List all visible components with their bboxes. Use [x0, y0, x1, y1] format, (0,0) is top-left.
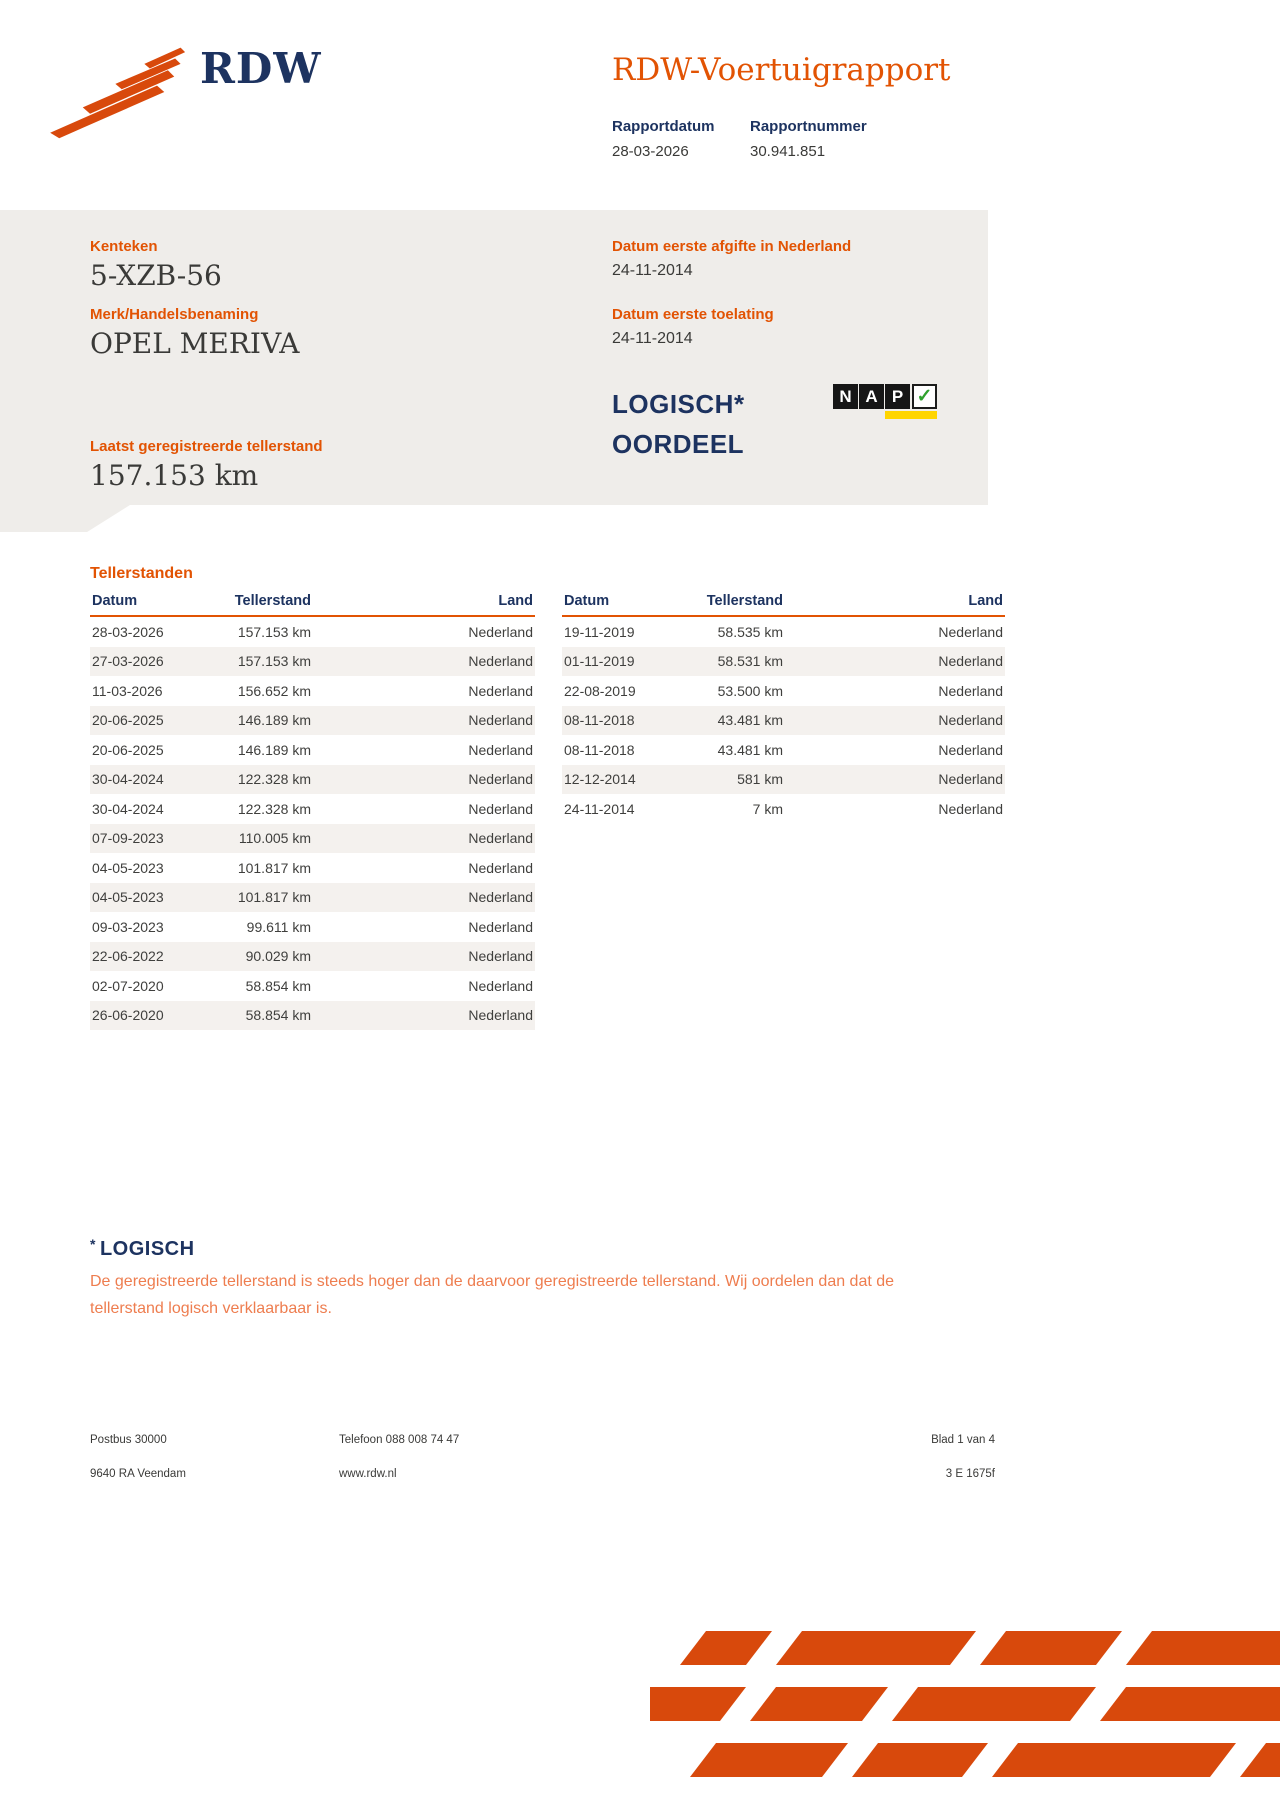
footer-phone: Telefoon 088 008 74 47	[339, 1434, 460, 1446]
nap-yellow-bar	[885, 411, 937, 419]
nap-letter-p: P	[885, 384, 910, 409]
cell-land: Nederland	[938, 712, 1003, 729]
column-header-datum: Datum	[92, 593, 138, 609]
report-date-value: 28-03-2026	[612, 143, 689, 160]
cell-tellerstand: 122.328 km	[237, 800, 311, 817]
table-row	[90, 735, 535, 765]
cell-datum: 11-03-2026	[92, 682, 163, 699]
cell-tellerstand: 101.817 km	[237, 859, 311, 876]
cell-land: Nederland	[468, 889, 533, 906]
cell-land: Nederland	[468, 948, 533, 965]
report-date-label: Rapportdatum	[612, 118, 715, 135]
cell-land: Nederland	[468, 859, 533, 876]
table-body	[90, 617, 535, 1030]
kenteken-label: Kenteken	[90, 238, 158, 255]
cell-tellerstand: 99.611 km	[246, 918, 311, 935]
cell-tellerstand: 157.153 km	[237, 653, 311, 670]
asterisk: *	[90, 1236, 96, 1252]
cell-datum: 22-06-2022	[92, 948, 164, 965]
nap-checkmark-icon: ✓	[912, 384, 937, 409]
rdw-logo-icon	[50, 44, 188, 140]
cell-land: Nederland	[938, 623, 1003, 640]
cell-land: Nederland	[468, 741, 533, 758]
table-header-row	[90, 593, 535, 617]
cell-tellerstand: 58.854 km	[245, 1007, 311, 1024]
table-row	[90, 765, 535, 795]
cell-tellerstand: 581 km	[737, 771, 783, 788]
table-row	[562, 794, 1005, 824]
cell-tellerstand: 43.481 km	[717, 741, 783, 758]
kenteken-value: 5-XZB-56	[90, 259, 222, 292]
cell-tellerstand: 157.153 km	[237, 623, 311, 640]
merk-label: Merk/Handelsbenaming	[90, 306, 259, 323]
cell-datum: 12-12-2014	[564, 771, 636, 788]
cell-datum: 19-11-2019	[564, 623, 635, 640]
bottom-stripes-decoration	[650, 1625, 1280, 1805]
page-title: RDW-Voertuigrapport	[612, 52, 951, 88]
table-body	[562, 617, 1005, 824]
tellerstanden-table-right	[562, 593, 1005, 824]
tellerstanden-table-left	[90, 593, 535, 1030]
table-row	[90, 912, 535, 942]
cell-land: Nederland	[468, 653, 533, 670]
nap-letter-n: N	[833, 384, 858, 409]
footer-form-code: 3 E 1675f	[945, 1468, 995, 1480]
footer-page-number: Blad 1 van 4	[931, 1434, 995, 1446]
cell-tellerstand: 110.005 km	[238, 830, 311, 847]
footer-address-line2: 9640 RA Veendam	[90, 1468, 186, 1480]
merk-value: OPEL MERIVA	[90, 327, 300, 360]
cell-tellerstand: 146.189 km	[237, 741, 311, 758]
cell-land: Nederland	[938, 800, 1003, 817]
tellerstanden-heading: Tellerstanden	[90, 565, 193, 582]
cell-tellerstand: 53.500 km	[717, 682, 783, 699]
cell-tellerstand: 90.029 km	[245, 948, 311, 965]
column-header-land: Land	[968, 593, 1003, 609]
cell-datum: 01-11-2019	[564, 653, 635, 670]
logisch-explanation-text: De geregistreerde tellerstand is steeds hoger dan de daarvoor geregistreerde tellerstand. Wij oordelen dan dat de tellerstand logisch verklaarbaar is.	[90, 1273, 895, 1317]
cell-land: Nederland	[938, 741, 1003, 758]
cell-tellerstand: 101.817 km	[237, 889, 311, 906]
cell-land: Nederland	[938, 653, 1003, 670]
cell-datum: 02-07-2020	[92, 977, 164, 994]
report-number-value: 30.941.851	[750, 143, 826, 160]
column-header-tellerstand: Tellerstand	[234, 593, 311, 609]
cell-datum: 07-09-2023	[92, 830, 164, 847]
cell-datum: 09-03-2023	[92, 918, 164, 935]
table-row	[90, 883, 535, 913]
cell-datum: 04-05-2023	[92, 859, 164, 876]
cell-land: Nederland	[468, 771, 533, 788]
cell-land: Nederland	[468, 1007, 533, 1024]
table-row	[90, 1001, 535, 1031]
table-row	[90, 853, 535, 883]
cell-land: Nederland	[468, 800, 533, 817]
footer-address-line1: Postbus 30000	[90, 1434, 167, 1446]
cell-land: Nederland	[938, 771, 1003, 788]
column-header-tellerstand: Tellerstand	[706, 593, 783, 609]
cell-datum: 20-06-2025	[92, 741, 164, 758]
eerste-toelating-label: Datum eerste toelating	[612, 306, 774, 323]
table-row	[562, 647, 1005, 677]
cell-land: Nederland	[468, 712, 533, 729]
rdw-logo-text: RDW	[200, 44, 322, 93]
cell-datum: 26-06-2020	[92, 1007, 164, 1024]
cell-land: Nederland	[468, 977, 533, 994]
cell-tellerstand: 43.481 km	[717, 712, 783, 729]
column-header-datum: Datum	[564, 593, 610, 609]
table-row	[90, 971, 535, 1001]
cell-datum: 08-11-2018	[564, 712, 635, 729]
cell-datum: 30-04-2024	[92, 771, 164, 788]
table-row	[562, 706, 1005, 736]
nap-logo	[833, 384, 939, 422]
table-row	[90, 824, 535, 854]
footer-website-link: www.rdw.nl	[339, 1468, 397, 1480]
cell-land: Nederland	[468, 682, 533, 699]
cell-tellerstand: 58.531 km	[717, 653, 783, 670]
cell-datum: 24-11-2014	[564, 800, 635, 817]
cell-datum: 22-08-2019	[564, 682, 636, 699]
laatste-tellerstand-label: Laatst geregistreerde tellerstand	[90, 438, 323, 455]
laatste-tellerstand-value: 157.153 km	[90, 459, 259, 492]
cell-tellerstand: 58.535 km	[717, 623, 783, 640]
cell-datum: 27-03-2026	[92, 653, 164, 670]
cell-tellerstand: 156.652 km	[237, 682, 311, 699]
table-row	[90, 647, 535, 677]
cell-datum: 08-11-2018	[564, 741, 635, 758]
table-row	[562, 676, 1005, 706]
oordeel-text	[612, 384, 745, 464]
column-header-land: Land	[498, 593, 533, 609]
cell-tellerstand: 146.189 km	[237, 712, 311, 729]
table-row	[90, 794, 535, 824]
eerste-toelating-value: 24-11-2014	[612, 330, 693, 347]
logisch-explanation-heading	[90, 1236, 195, 1261]
table-row	[562, 617, 1005, 647]
cell-tellerstand: 122.328 km	[237, 771, 311, 788]
eerste-afgifte-label: Datum eerste afgifte in Nederland	[612, 238, 852, 255]
cell-land: Nederland	[938, 682, 1003, 699]
report-number-label: Rapportnummer	[750, 118, 867, 135]
eerste-afgifte-value: 24-11-2014	[612, 262, 693, 279]
cell-land: Nederland	[468, 918, 533, 935]
cell-datum: 20-06-2025	[92, 712, 164, 729]
nap-letter-a: A	[859, 384, 884, 409]
table-row	[90, 617, 535, 647]
table-row	[562, 735, 1005, 765]
cell-land: Nederland	[468, 830, 533, 847]
cell-tellerstand: 7 km	[752, 800, 783, 817]
oordeel-line1: LOGISCH*	[612, 389, 745, 419]
cell-datum: 04-05-2023	[92, 889, 164, 906]
table-row	[90, 676, 535, 706]
cell-datum: 28-03-2026	[92, 623, 164, 640]
panel-corner-decoration	[0, 505, 130, 532]
cell-datum: 30-04-2024	[92, 800, 164, 817]
oordeel-line2: OORDEEL	[612, 429, 745, 459]
cell-land: Nederland	[468, 623, 533, 640]
table-row	[90, 706, 535, 736]
table-row	[90, 942, 535, 972]
table-row	[562, 765, 1005, 795]
logisch-heading-text: LOGISCH	[99, 1238, 195, 1260]
table-header-row	[562, 593, 1005, 617]
cell-tellerstand: 58.854 km	[245, 977, 311, 994]
